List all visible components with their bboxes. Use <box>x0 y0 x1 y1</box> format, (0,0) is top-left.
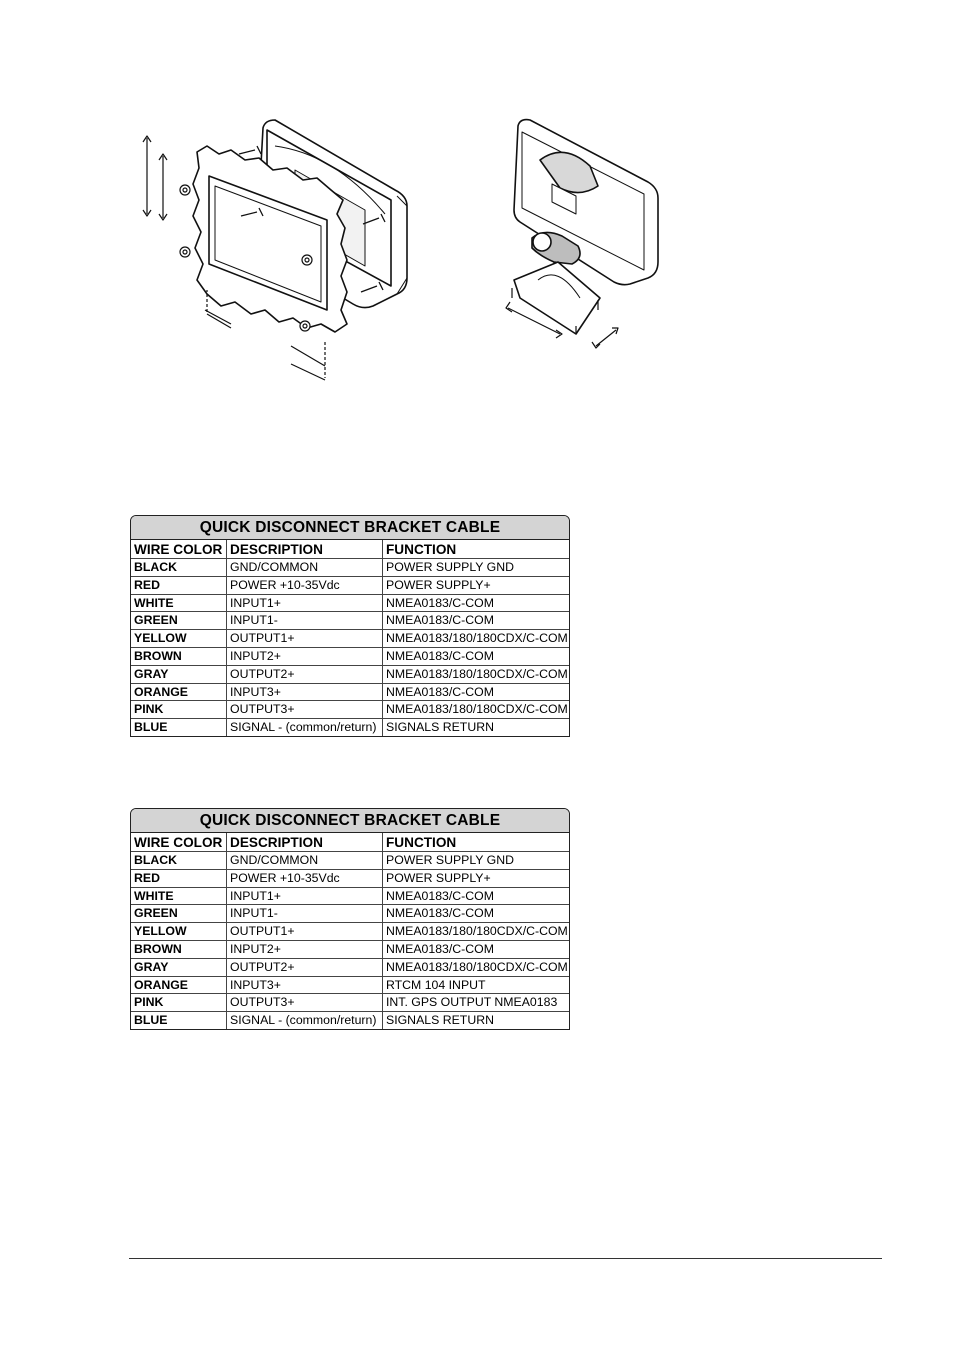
table-row <box>131 977 569 995</box>
footer-divider <box>129 1258 882 1259</box>
function-cell: SIGNALS RETURN <box>386 720 494 735</box>
description-cell: INPUT1+ <box>227 888 383 905</box>
wire-color-cell: YELLOW <box>131 630 227 647</box>
wire-color-cell: PINK <box>131 994 227 1011</box>
header-description: DESCRIPTION <box>227 833 383 851</box>
function-cell: NMEA0183/C-COM <box>386 941 494 956</box>
description-cell: GND/COMMON <box>227 559 383 576</box>
function-cell: POWER SUPPLY GND <box>386 560 515 574</box>
table-row <box>131 648 569 666</box>
table-row <box>131 719 569 736</box>
description-cell: OUTPUT2+ <box>227 959 383 976</box>
description-cell: OUTPUT1+ <box>227 923 383 940</box>
wire-color-cell: GREEN <box>131 905 227 922</box>
wire-color-cell: BLUE <box>131 1012 227 1029</box>
function-cell: NMEA0183/180/180CDX/C-COM <box>386 924 568 939</box>
header-wire-color: WIRE COLOR <box>131 833 227 851</box>
description-cell: GND/COMMON <box>227 852 383 869</box>
description-cell: OUTPUT3+ <box>227 701 383 718</box>
table-row <box>131 666 569 684</box>
description-cell: SIGNAL - (common/return) <box>227 719 383 736</box>
function-cell: NMEA0183/180/180CDX/C-COM <box>386 959 568 974</box>
function-cell: RTCM 104 INPUT <box>386 977 486 992</box>
table-row <box>131 870 569 888</box>
wire-color-cell: ORANGE <box>131 977 227 994</box>
function-cell: NMEA0183/C-COM <box>386 648 494 663</box>
description-cell: POWER +10-35Vdc <box>227 577 383 594</box>
wire-table-2 <box>130 808 570 1030</box>
function-cell: NMEA0183/C-COM <box>386 613 494 628</box>
function-cell: NMEA0183/180/180CDX/C-COM <box>386 702 568 717</box>
wire-color-cell: BROWN <box>131 648 227 665</box>
table-row <box>131 959 569 977</box>
function-cell: POWER SUPPLY+ <box>386 577 491 592</box>
function-cell: INT. GPS OUTPUT NMEA0183 <box>386 995 558 1010</box>
table-row <box>131 595 569 613</box>
table-row <box>131 559 569 577</box>
table-row <box>131 888 569 906</box>
header-function: FUNCTION <box>386 835 457 850</box>
description-cell: POWER +10-35Vdc <box>227 870 383 887</box>
wire-color-cell: BLACK <box>131 852 227 869</box>
description-cell: INPUT1- <box>227 905 383 922</box>
description-cell: OUTPUT3+ <box>227 994 383 1011</box>
description-cell: OUTPUT2+ <box>227 666 383 683</box>
header-wire-color: WIRE COLOR <box>131 540 227 558</box>
table-row <box>131 994 569 1012</box>
wire-color-cell: ORANGE <box>131 684 227 701</box>
function-cell: POWER SUPPLY GND <box>386 853 515 867</box>
table-title: QUICK DISCONNECT BRACKET CABLE <box>131 809 569 833</box>
table-row <box>131 684 569 702</box>
table-row <box>131 630 569 648</box>
table-title: QUICK DISCONNECT BRACKET CABLE <box>131 516 569 540</box>
table-row <box>131 701 569 719</box>
description-cell: INPUT3+ <box>227 977 383 994</box>
wire-color-cell: BLACK <box>131 559 227 576</box>
header-description: DESCRIPTION <box>227 540 383 558</box>
wire-color-cell: WHITE <box>131 595 227 612</box>
table-row <box>131 905 569 923</box>
table-row <box>131 852 569 870</box>
table-row <box>131 1012 569 1029</box>
wire-color-cell: RED <box>131 870 227 887</box>
wire-color-cell: YELLOW <box>131 923 227 940</box>
description-cell: INPUT1+ <box>227 595 383 612</box>
table-row <box>131 941 569 959</box>
flush-mount-illustration <box>135 110 425 395</box>
function-cell: POWER SUPPLY+ <box>386 870 491 885</box>
function-cell: NMEA0183/C-COM <box>386 906 494 921</box>
function-cell: NMEA0183/180/180CDX/C-COM <box>386 631 568 646</box>
table-header-row <box>131 833 569 852</box>
wire-color-cell: RED <box>131 577 227 594</box>
wire-color-cell: WHITE <box>131 888 227 905</box>
description-cell: INPUT2+ <box>227 941 383 958</box>
table-header-row <box>131 540 569 559</box>
description-cell: SIGNAL - (common/return) <box>227 1012 383 1029</box>
wire-color-cell: PINK <box>131 701 227 718</box>
wire-color-cell: GRAY <box>131 959 227 976</box>
description-cell: INPUT1- <box>227 612 383 629</box>
description-cell: INPUT3+ <box>227 684 383 701</box>
function-cell: NMEA0183/C-COM <box>386 888 494 903</box>
function-cell: SIGNALS RETURN <box>386 1013 494 1028</box>
description-cell: INPUT2+ <box>227 648 383 665</box>
description-cell: OUTPUT1+ <box>227 630 383 647</box>
table-row <box>131 577 569 595</box>
wire-color-cell: GREEN <box>131 612 227 629</box>
table-row <box>131 612 569 630</box>
header-function: FUNCTION <box>386 542 457 557</box>
wire-table-1 <box>130 515 570 737</box>
function-cell: NMEA0183/C-COM <box>386 595 494 610</box>
wire-color-cell: BROWN <box>131 941 227 958</box>
bracket-mount-illustration <box>500 112 670 352</box>
wire-color-cell: BLUE <box>131 719 227 736</box>
function-cell: NMEA0183/C-COM <box>386 684 494 699</box>
wire-color-cell: GRAY <box>131 666 227 683</box>
table-row <box>131 923 569 941</box>
function-cell: NMEA0183/180/180CDX/C-COM <box>386 666 568 681</box>
